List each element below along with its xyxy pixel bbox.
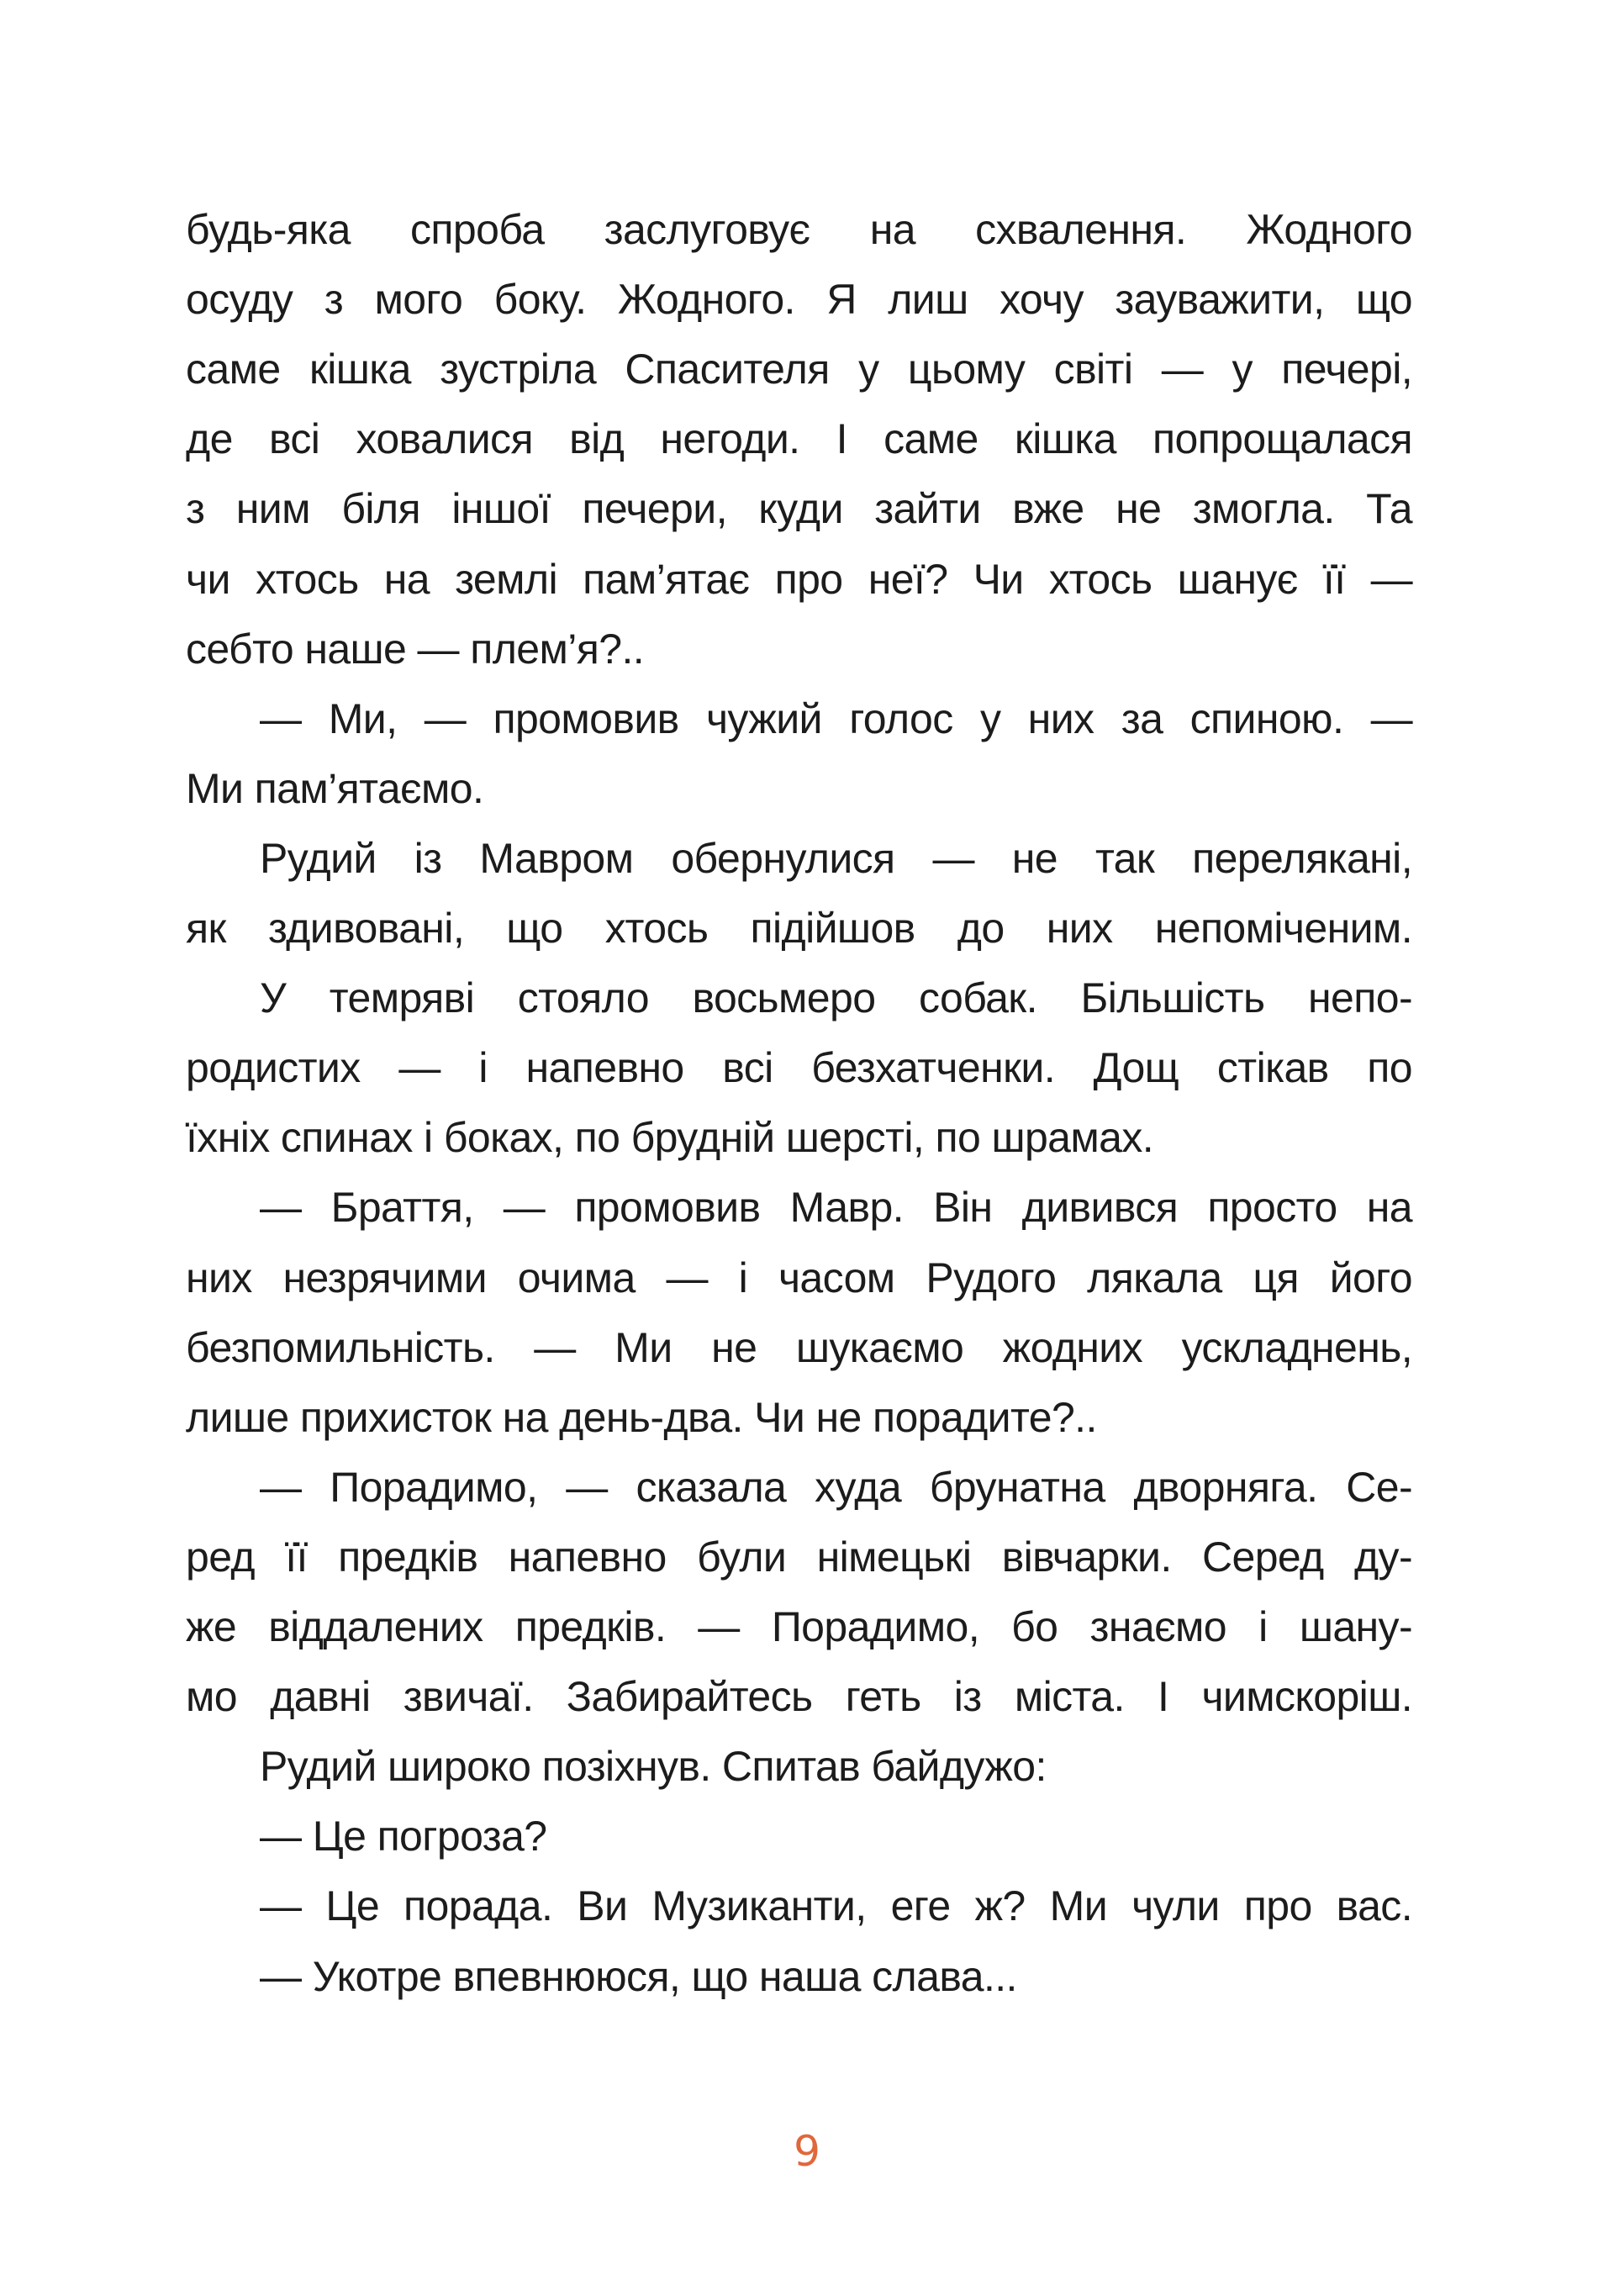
- text-line: ред її предків напевно були німецькі вівчарки. Серед ду-: [186, 1533, 1412, 1581]
- text-line: них незрячими очима — і часом Рудого лякала ця його: [186, 1254, 1412, 1301]
- page-number: 9: [794, 2127, 820, 2176]
- text-line: — Браття, — промовив Мавр. Він дивився просто на: [260, 1184, 1412, 1232]
- text-line: родистих — і напевно всі безхатченки. Дощ стікав по: [186, 1044, 1412, 1092]
- text-line: будь-яка спроба заслуговує на схвалення. Жодного: [186, 206, 1412, 253]
- text-line: осуду з мого боку. Жодного. Я лиш хочу зауважити, що: [186, 276, 1412, 324]
- text-line: мо давні звичаї. Забирайтесь геть із міста. І чимскоріш.: [186, 1673, 1412, 1721]
- text-line: — Ми, — промовив чужий голос у них за спиною. —: [260, 694, 1412, 742]
- text-line: саме кішка зустріла Спасителя у цьому світі — у печері,: [186, 346, 1412, 393]
- text-line: У темряві стояло восьмеро собак. Більшість непо-: [260, 974, 1412, 1022]
- text-line: — Укотре впевнююся, що наша слава...: [260, 1952, 1017, 2000]
- text-line: з ним біля іншої печери, куди зайти вже не змогла. Та: [186, 485, 1412, 533]
- text-line: — Це погроза?: [260, 1813, 547, 1861]
- text-line: чи хтось на землі пам’ятає про неї? Чи хтось шанує її —: [186, 555, 1412, 603]
- text-line: де всі ховалися від негоди. І саме кішка попрощалася: [186, 415, 1412, 463]
- text-line: себто наше — плем’я?..: [186, 625, 645, 673]
- text-line: як здивовані, що хтось підійшов до них непоміченим.: [186, 905, 1412, 952]
- text-line: Ми пам’ятаємо.: [186, 764, 484, 812]
- text-line: Рудий широко позіхнув. Спитав байдужо:: [260, 1743, 1047, 1791]
- text-line: — Порадимо, — сказала худа брунатна дворняга. Се-: [260, 1463, 1412, 1511]
- text-line: Рудий із Мавром обернулися — не так перелякані,: [260, 834, 1412, 882]
- text-line: їхніх спинах і боках, по брудній шерсті, по шрамах.: [186, 1114, 1154, 1162]
- text-line: лише прихисток на день-два. Чи не порадите?..: [186, 1393, 1097, 1441]
- text-line: — Це порада. Ви Музиканти, еге ж? Ми чули про вас.: [260, 1882, 1412, 1930]
- text-line: безпомильність. — Ми не шукаємо жодних ускладнень,: [186, 1323, 1412, 1371]
- text-line: же віддалених предків. — Порадимо, бо знаємо і шану-: [186, 1603, 1412, 1650]
